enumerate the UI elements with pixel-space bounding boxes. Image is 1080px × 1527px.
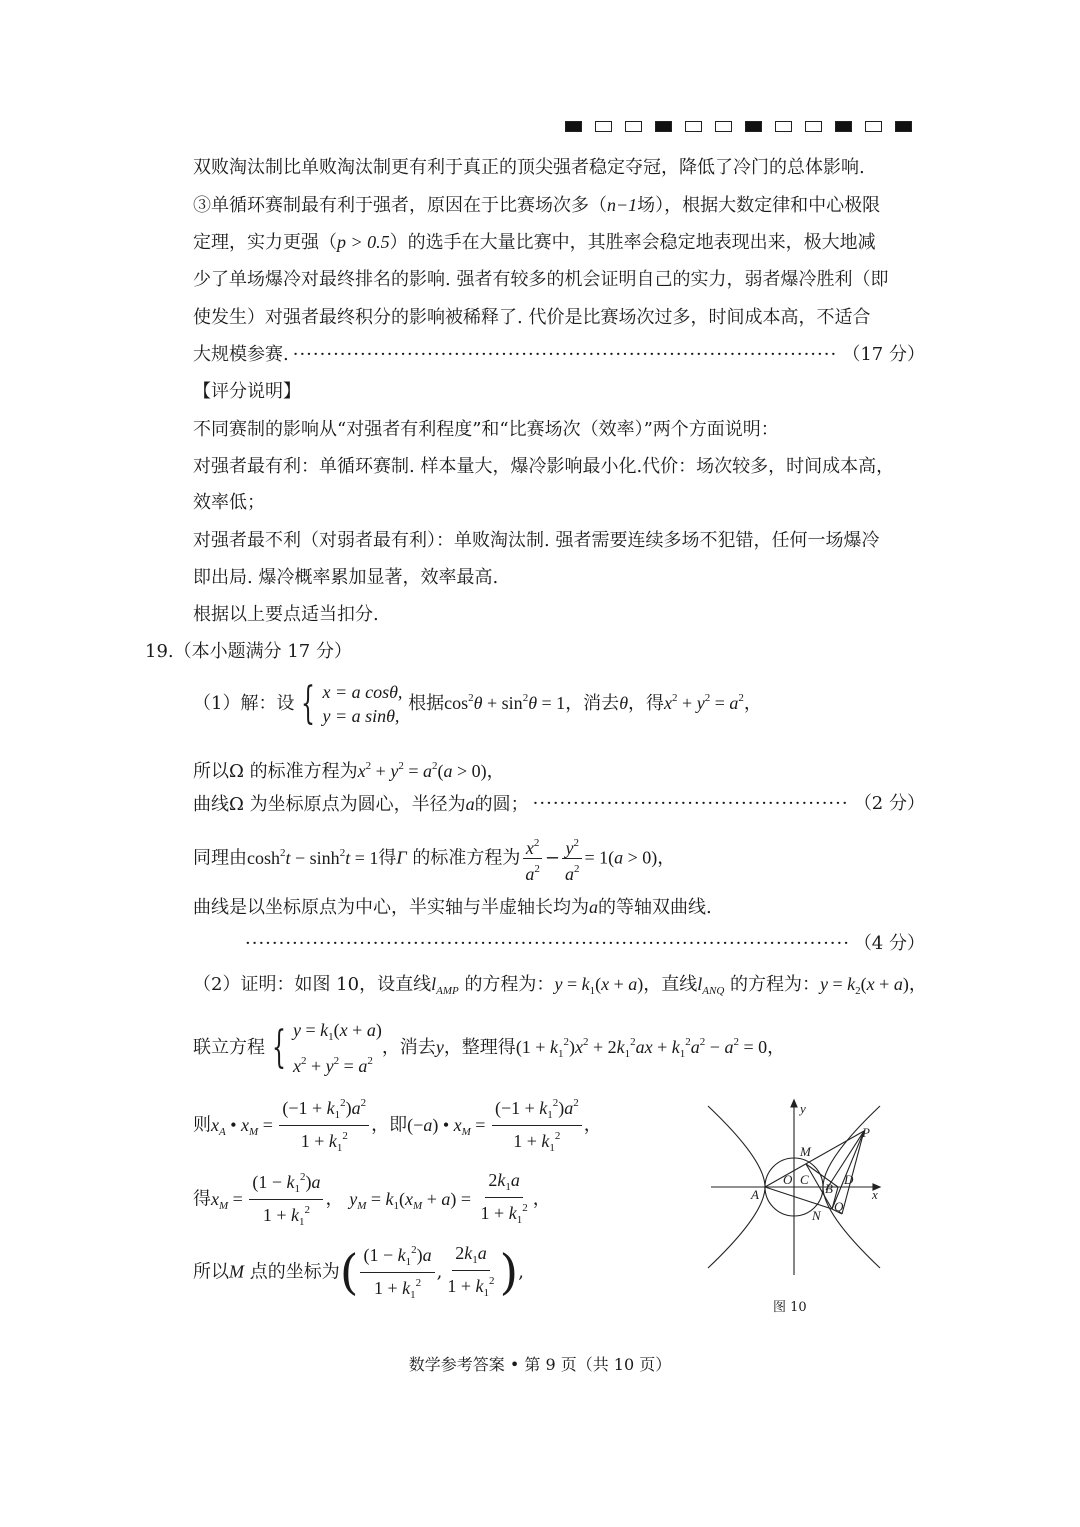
page-footer: 数学参考答案 • 第 9 页（共 10 页）: [408, 1355, 672, 1374]
score-line: 大规模参赛. ····· （17 分）: [193, 343, 925, 367]
paragraph: 定理，实力更强（p > 0.5）的选手在大量比赛中，其胜率会稳定地表现出来，极大地减: [193, 232, 876, 253]
paragraph: 双败淘汰制比单败淘汰制更有利于真正的顶尖强者稳定夺冠，降低了冷门的总体影响.: [193, 157, 865, 178]
label-m: M: [800, 1144, 811, 1159]
rubric-text: 根据以上要点适当扣分.: [193, 604, 379, 625]
empty-square-mark: [865, 121, 882, 132]
rubric-text: 即出局. 爆冷概率累加显著，效率最高.: [193, 567, 499, 588]
rubric-text: 对强者最有利：单循环赛制. 样本量大，爆冷影响最小化.代价：场次较多，时间成本高，: [193, 456, 895, 477]
filled-square-mark: [895, 121, 912, 132]
solution-line: （1）解：设 { x = a cosθ, y = a sinθ, 根据$\cos^2\theta + \sin^2\theta = 1$，消去θ，得$x^2 + y^2 = a^2$，: [193, 678, 762, 729]
label-c: C: [800, 1172, 809, 1187]
solution-line: 则$x_A$ • $x_M$ = $\frac{(-1 + k_1^2)a^2}{1 + k_1^2}$ ，即(−a) • $x_M$ = $\frac{(-1 + k_1^2)a^2}{1 + k_1^2}$ ，: [193, 1093, 602, 1158]
empty-square-mark: [715, 121, 732, 132]
rubric-text: 不同赛制的影响从“对强者有利程度”和“比赛场次（效率）”两个方面说明：: [193, 419, 779, 440]
header-marks: [565, 121, 912, 132]
solution-line: 同理由$\cosh^2t - \sinh^2t = 1$得Γ 的标准方程为 $\frac{x^2}{a^2}$ − $\frac{y^2}{a^2}$ = 1(a > 0)，: [193, 833, 675, 884]
rubric-text: 效率低；: [193, 492, 265, 513]
score-line: 曲线Ω 为坐标原点为圆心，半径为a的圆； ····· （2 分）: [193, 792, 925, 817]
paragraph: 少了单场爆冷对最终排名的影响. 强者有较多的机会证明自己的实力，弱者爆冷胜利（即: [193, 269, 889, 290]
solution-line: 得$x_M$ = $\frac{(1 - k_1^2)a}{1 + k_1^2}$ ， $y_M = k_1(x_M + a)$ = $\frac{2k_1a}{1 + k_1^2}$ ，: [193, 1167, 551, 1232]
empty-square-mark: [685, 121, 702, 132]
filled-square-mark: [835, 121, 852, 132]
y-axis-arrow: [791, 1100, 797, 1107]
empty-square-mark: [595, 121, 612, 132]
solution-line: （2）证明：如图 10，设直线$l_{AMP}$ 的方程为：$y = k_1(x + a)$，直线$l_{ANQ}$ 的方程为：$y = k_2(x + a)$，: [193, 974, 927, 997]
filled-square-mark: [745, 121, 762, 132]
filled-square-mark: [565, 121, 582, 132]
label-o: O: [783, 1172, 793, 1187]
solution-line: 所以Ω 的标准方程为$x^2 + y^2 = a^2(a > 0)$，: [193, 760, 505, 782]
label-p: P: [862, 1125, 870, 1140]
solution-line: 曲线是以坐标原点为中心，半实轴与半虚轴长均为a的等轴双曲线.: [193, 897, 712, 918]
figure-caption: 图 10: [773, 1300, 807, 1315]
rubric-title: 【评分说明】: [193, 381, 301, 402]
empty-square-mark: [625, 121, 642, 132]
label-x: x: [872, 1187, 878, 1202]
score-line: ····· （4 分）: [245, 932, 925, 956]
label-b: B: [825, 1181, 833, 1196]
label-n: N: [812, 1208, 821, 1223]
segment-pn: [832, 1131, 864, 1209]
question-title: 19.（本小题满分 17 分）: [145, 641, 352, 662]
label-q: Q: [834, 1199, 844, 1214]
solution-line: 所以M 点的坐标为( $\frac{(1 - k_1^2)a}{1 + k_1^2}$ , $\frac{2k_1a}{1 + k_1^2}$ ),: [193, 1240, 524, 1305]
label-d: D: [844, 1172, 854, 1187]
filled-square-mark: [655, 121, 672, 132]
empty-square-mark: [805, 121, 822, 132]
solution-line: 联立方程 { $y = k_1(x + a)$ $x^2 + y^2 = a^2$ ，消去y，整理得$(1 + k_1^2)x^2 + 2k_1^2ax + k_1^2a^2 - a^2 = 0$，: [193, 1020, 786, 1076]
paragraph: ③单循环赛制最有利于强者，原因在于比赛场次多（n−1场），根据大数定律和中心极限: [193, 195, 881, 216]
empty-square-mark: [775, 121, 792, 132]
label-a: A: [751, 1187, 759, 1202]
figure-10-diagram: [700, 1095, 900, 1285]
rubric-text: 对强者最不利（对弱者最有利）：单败淘汰制. 强者需要连续多场不犯错，任何一场爆冷: [193, 530, 880, 551]
paragraph: 使发生）对强者最终积分的影响被稀释了. 代价是比赛场次过多，时间成本高，不适合: [193, 307, 871, 328]
label-y: y: [800, 1101, 806, 1116]
